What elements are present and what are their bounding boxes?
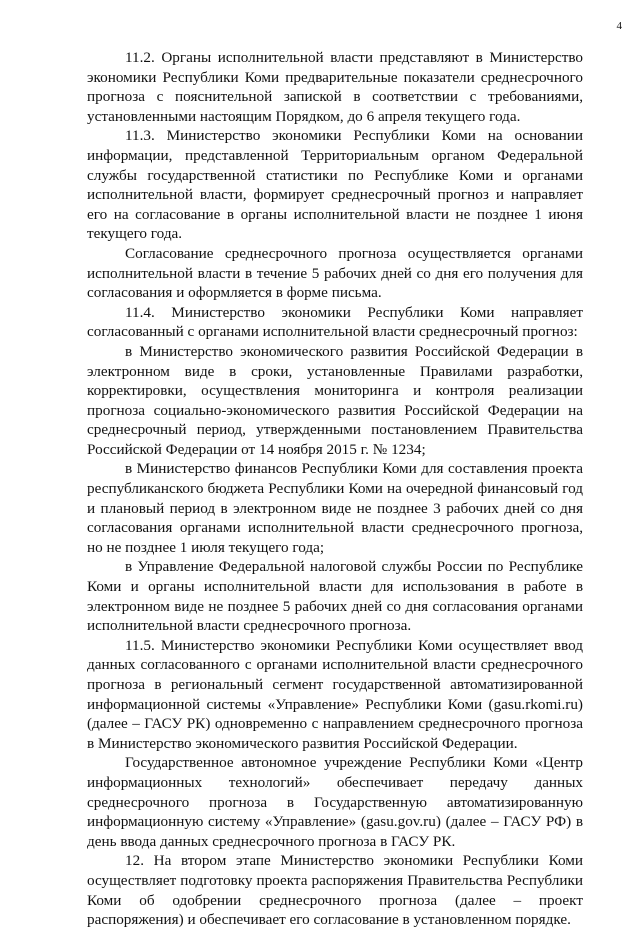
paragraph-tax-service: в Управление Федеральной налоговой службы России по Республике Коми и органы исполнительной власти для использования в работе в электронном виде не позднее 5 рабочих дней со дня согласования органами исполнительной власти среднесрочного прогноза. [87, 558, 583, 635]
paragraph-it-center: Государственное автономное учреждение Республики Коми «Центр информационных технологий» обеспечивает передачу данных среднесрочного прогноза в Государственную автоматизированную информационную систему «Управление» (gasu.gov.ru) (далее – ГАСУ РФ) в день ввода данных среднесрочного прогноза в ГАСУ РК. [87, 754, 583, 850]
paragraph-ministry-economic-development: в Министерство экономического развития Российской Федерации в электронном виде в сроки, установленные Правилами разработки, корректировки, осуществления мониторинга и контроля реализации прогноза социально-экономического развития Российской Федерации на среднесрочный период, утвержденными постановлением Правительства Российской Федерации от 14 ноября 2015 г. № 1234; [87, 342, 583, 458]
document-body [87, 48, 583, 930]
paragraph-ministry-finance: в Министерство финансов Республики Коми для составления проекта республиканского бюджета Республики Коми на очередной финансовый год и плановый период в электронном виде не позднее 3 рабочих дней со дня согласования органами исполнительной власти среднесрочного прогноза, но не позднее 1 июля текущего года; [87, 460, 583, 556]
paragraph-11-5: 11.5. Министерство экономики Республики Коми осуществляет ввод данных согласованного с органами исполнительной власти среднесрочного прогноза в региональный сегмент государственной автоматизированной информационной системы «Управление» Республики Коми (gasu.rkomi.ru) (далее – ГАСУ РК) одновременно с направлением среднесрочного прогноза в Министерство экономического развития Российской Федерации. [87, 636, 583, 752]
paragraph-11-2: 11.2. Органы исполнительной власти представляют в Министерство экономики Республики Коми предварительные показатели среднесрочного прогноза с пояснительной запиской в соответствии с требованиями, установленными настоящим Порядком, до 6 апреля текущего года. [87, 49, 583, 125]
page-number: 4 [616, 20, 622, 32]
paragraph-12: 12. На втором этапе Министерство экономики Республики Коми осуществляет подготовку проекта распоряжения Правительства Республики Коми об одобрении среднесрочного прогноза (далее – проект распоряжения) и обеспечивает его согласование в установленном порядке. [87, 852, 583, 929]
paragraph-11-3: 11.3. Министерство экономики Республики Коми на основании информации, представленной Территориальным органом Федеральной службы государственной статистики по Республике Коми и органами исполнительной власти, формирует среднесрочный прогноз и направляет его на согласование в органы исполнительной власти не позднее 1 июня текущего года. [87, 127, 583, 243]
paragraph-approval: Согласование среднесрочного прогноза осуществляется органами исполнительной власти в течение 5 рабочих дней со дня его получения для согласования и оформляется в форме письма. [87, 244, 583, 302]
paragraph-11-4: 11.4. Министерство экономики Республики Коми направляет согласованный с органами исполнительной власти среднесрочный прогноз: [87, 303, 583, 341]
